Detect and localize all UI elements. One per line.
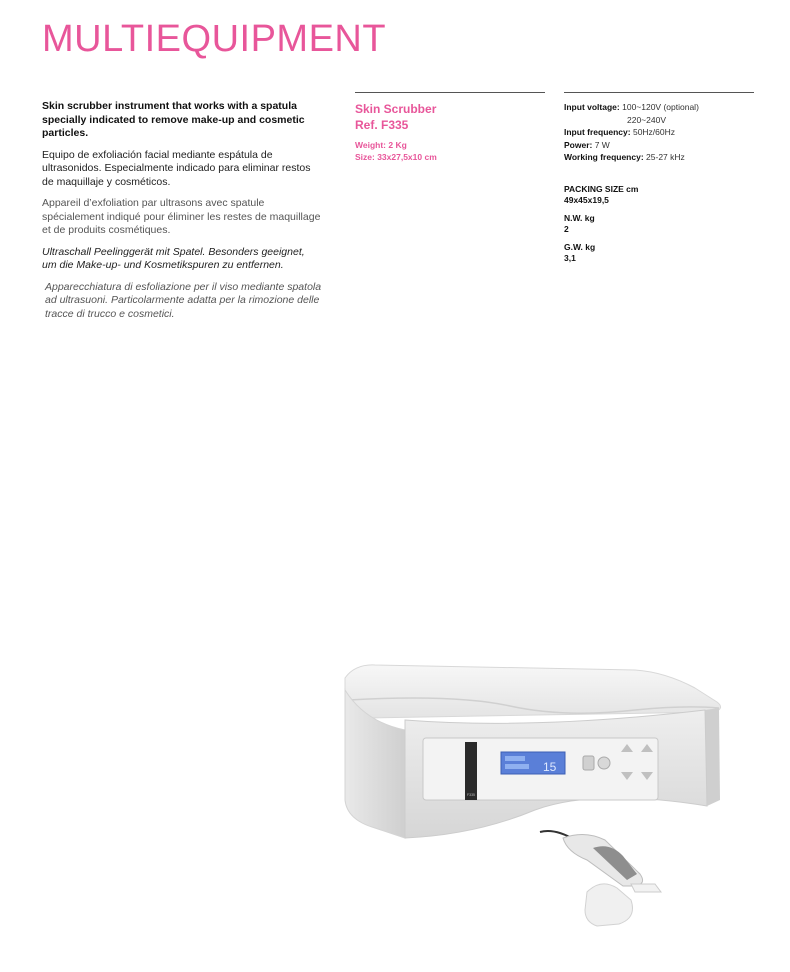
packing-size-value: 49x45x19,5 bbox=[564, 195, 609, 205]
product-name: Skin Scrubber bbox=[355, 102, 437, 116]
gross-weight-label: G.W. kg bbox=[564, 241, 596, 252]
device-screen-value: 15 bbox=[543, 760, 557, 774]
working-frequency-value: 25-27 kHz bbox=[646, 152, 685, 162]
packing-size-label: PACKING SIZE cm bbox=[564, 183, 639, 194]
working-frequency-row bbox=[564, 151, 754, 164]
power-row bbox=[564, 139, 754, 152]
description-fr: Appareil d’exfoliation par ultrasons avec spatule spécialement indiqué pour éliminer les restes de maquillage et de produits cosmétiques. bbox=[42, 197, 321, 236]
input-voltage-label: Input voltage: bbox=[564, 102, 620, 112]
input-voltage-value-1: 100~120V (optional) bbox=[622, 102, 699, 112]
skin-scrubber-device-image bbox=[335, 660, 730, 930]
specs-column bbox=[564, 92, 754, 271]
product-size: Size: 33x27,5x10 cm bbox=[355, 152, 437, 162]
product-weight: Weight: 2 Kg bbox=[355, 140, 407, 150]
product-column bbox=[355, 92, 545, 163]
description-it: Apparecchiatura di esfoliazione per il viso mediante spatola ad ultrasuoni. Particolarmente adatta per la rimozione delle tracce di trucco e cosmetici. bbox=[45, 280, 322, 320]
device-model-label: F335 bbox=[467, 793, 475, 797]
description-es: Equipo de exfoliación facial mediante espátula de ultrasonidos. Especialmente indicado para eliminar restos de maquillaje y cosméticos. bbox=[42, 148, 311, 188]
input-voltage-value-2: 220~240V bbox=[627, 114, 666, 125]
description-de: Ultraschall Peelinggerät mit Spatel. Besonders geeignet, um die Make-up- und Kosmetikspuren zu entfernen. bbox=[42, 245, 305, 271]
working-frequency-label: Working frequency: bbox=[564, 152, 644, 162]
input-voltage-row bbox=[564, 101, 754, 114]
product-ref: Ref. F335 bbox=[355, 118, 409, 132]
input-voltage-row-2 bbox=[564, 114, 754, 127]
description-column bbox=[42, 100, 322, 329]
net-weight-value: 2 bbox=[564, 224, 569, 234]
page-title: MULTIEQUIPMENT bbox=[42, 18, 387, 60]
net-weight-label: N.W. kg bbox=[564, 212, 595, 223]
description-en: Skin scrubber instrument that works with a spatula specially indicated to remove make-up and cosmetic particles. bbox=[42, 100, 305, 139]
input-frequency-label: Input frequency: bbox=[564, 127, 631, 137]
power-label: Power: bbox=[564, 139, 593, 150]
packing-info bbox=[564, 184, 754, 265]
input-frequency-row bbox=[564, 126, 754, 139]
power-value: 7 W bbox=[594, 139, 610, 150]
input-frequency-value: 50Hz/60Hz bbox=[632, 127, 676, 137]
gross-weight-value: 3,1 bbox=[564, 253, 576, 263]
